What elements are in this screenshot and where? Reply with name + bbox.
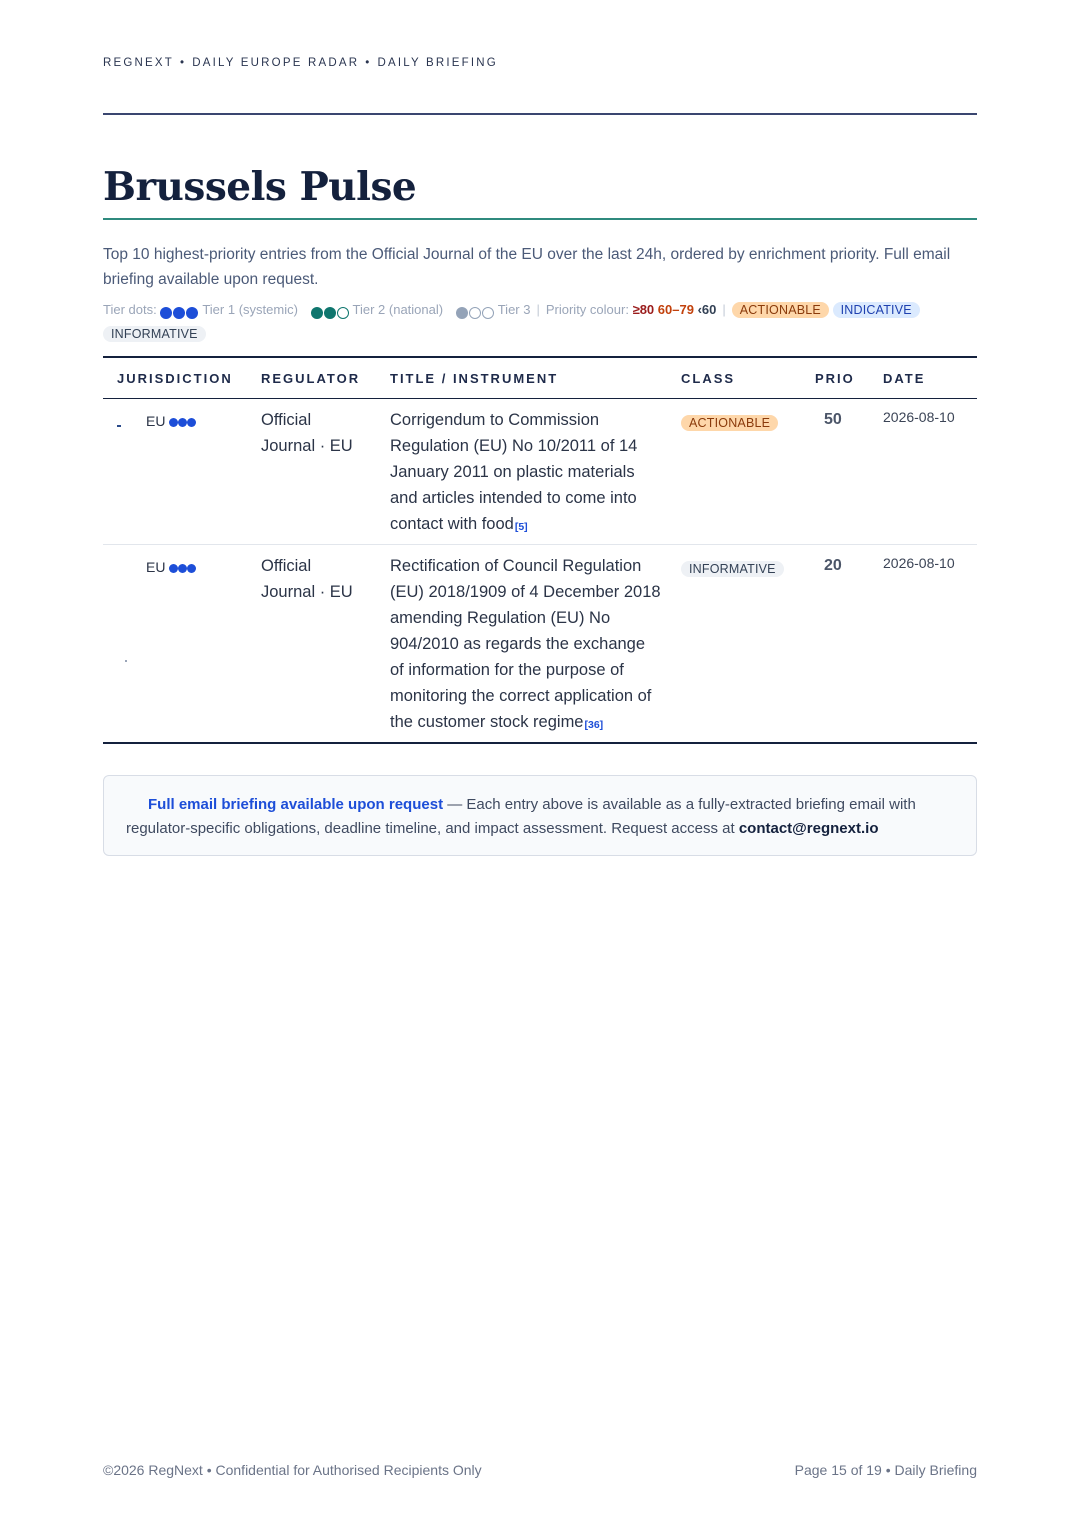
intro-paragraph: Top 10 highest-priority entries from the Official Journal of the EU over the last 24h, ordered by enrichment priority. Full email briefing available upon request. (103, 246, 951, 288)
row-jurisdiction (146, 554, 196, 580)
column-header-class: CLASS (681, 371, 736, 386)
legend-badge-informative: INFORMATIVE (103, 326, 206, 342)
class-badge: INFORMATIVE (681, 561, 784, 577)
reference-link[interactable]: [5] (514, 521, 528, 533)
jurisdiction-label: EU (146, 559, 166, 575)
legend-tier2: Tier 2 (national) (352, 302, 444, 317)
row-title (390, 553, 662, 738)
row-regulator (261, 553, 381, 605)
column-header-regulator: REGULATOR (261, 371, 361, 386)
tier-3-dots-icon (456, 301, 495, 323)
footer-kind: Daily Briefing (894, 1462, 977, 1478)
regulator-line: Journal · EU (261, 583, 353, 601)
row-class (681, 409, 778, 435)
row-title (390, 407, 662, 540)
legend-pipe: | (722, 302, 726, 317)
footer-separator: • (885, 1462, 891, 1478)
column-header-date: DATE (883, 371, 926, 386)
column-header-prio: PRIO (815, 371, 855, 386)
column-header-title: TITLE / INSTRUMENT (390, 371, 559, 386)
legend-priority-mid: 60–79 (657, 302, 694, 317)
footer-page-info (795, 1462, 977, 1478)
column-header-jurisdiction: JURISDICTION (117, 371, 233, 386)
row-marker (117, 425, 121, 427)
row-marker (125, 660, 127, 662)
row-date: 2026-08-10 (883, 409, 955, 425)
running-head-separator: • (365, 57, 372, 69)
contact-email-link[interactable]: contact@regnext.io (738, 820, 879, 837)
table-header-rule (103, 398, 977, 399)
header-divider (103, 113, 977, 115)
row-date: 2026-08-10 (883, 555, 955, 571)
tier-1-dots-icon (169, 413, 196, 429)
title-divider (103, 218, 977, 220)
running-head-kind: DAILY BRIEFING (377, 57, 498, 69)
reference-link[interactable]: [36] (584, 719, 604, 731)
regulator-line: Official (261, 557, 312, 575)
running-head (103, 57, 498, 69)
footer-page-number: Page 15 of 19 (794, 1462, 882, 1478)
legend-tier1: Tier 1 (systemic) (202, 302, 298, 317)
tier-1-dots-icon (169, 559, 196, 575)
class-badge: ACTIONABLE (681, 415, 778, 431)
document-page (103, 0, 977, 1528)
page-title: Brussels Pulse (103, 164, 417, 210)
legend-priority-low: ‹60 (697, 302, 717, 317)
callout-lead: Full email briefing available upon request (148, 796, 444, 813)
jurisdiction-label: EU (146, 413, 166, 429)
instrument-title: Corrigendum to Commission Regulation (EU) No 10/2011 of 14 January 2011 on plastic materials and articles intended to come into contact with food (390, 411, 638, 533)
row-priority: 50 (824, 411, 842, 428)
row-regulator (261, 407, 381, 459)
tier-1-dots-icon (160, 301, 199, 323)
row-class (681, 555, 784, 581)
legend-pipe: | (536, 302, 540, 317)
running-head-separator: • (180, 57, 187, 69)
table-bottom-rule (103, 742, 977, 744)
running-head-brand: REGNEXT (103, 57, 174, 69)
legend (103, 299, 977, 345)
legend-tier-prefix: Tier dots: (103, 302, 157, 317)
legend-badge-actionable: ACTIONABLE (732, 302, 829, 318)
legend-tier3: Tier 3 (497, 302, 531, 317)
row-priority: 20 (824, 557, 842, 574)
footer-copyright: ©2026 RegNext • Confidential for Authorised Recipients Only (103, 1462, 482, 1478)
legend-badge-indicative: INDICATIVE (833, 302, 920, 318)
running-head-section: DAILY EUROPE RADAR (192, 57, 360, 69)
regulator-line: Journal · EU (261, 437, 353, 455)
row-jurisdiction (146, 408, 196, 434)
briefing-callout (103, 775, 977, 856)
regulator-line: Official (261, 411, 312, 429)
legend-priority-high: ≥80 (632, 302, 655, 317)
legend-priority-prefix: Priority colour: (545, 302, 629, 317)
table-top-rule (103, 356, 977, 358)
tier-2-dots-icon (311, 301, 350, 323)
row-divider (103, 544, 977, 545)
callout-body: — Each entry above is available as a fully-extracted briefing email with regulator-specific obligations, deadline timeline, and impact assessment. Request access at (126, 796, 916, 837)
instrument-title: Rectification of Council Regulation (EU) 2018/1909 of 4 December 2018 amending Regulation (EU) No 904/2010 as regards the exchange of information for the purpose of monitoring the correct application of the customer stock regime (390, 557, 661, 731)
